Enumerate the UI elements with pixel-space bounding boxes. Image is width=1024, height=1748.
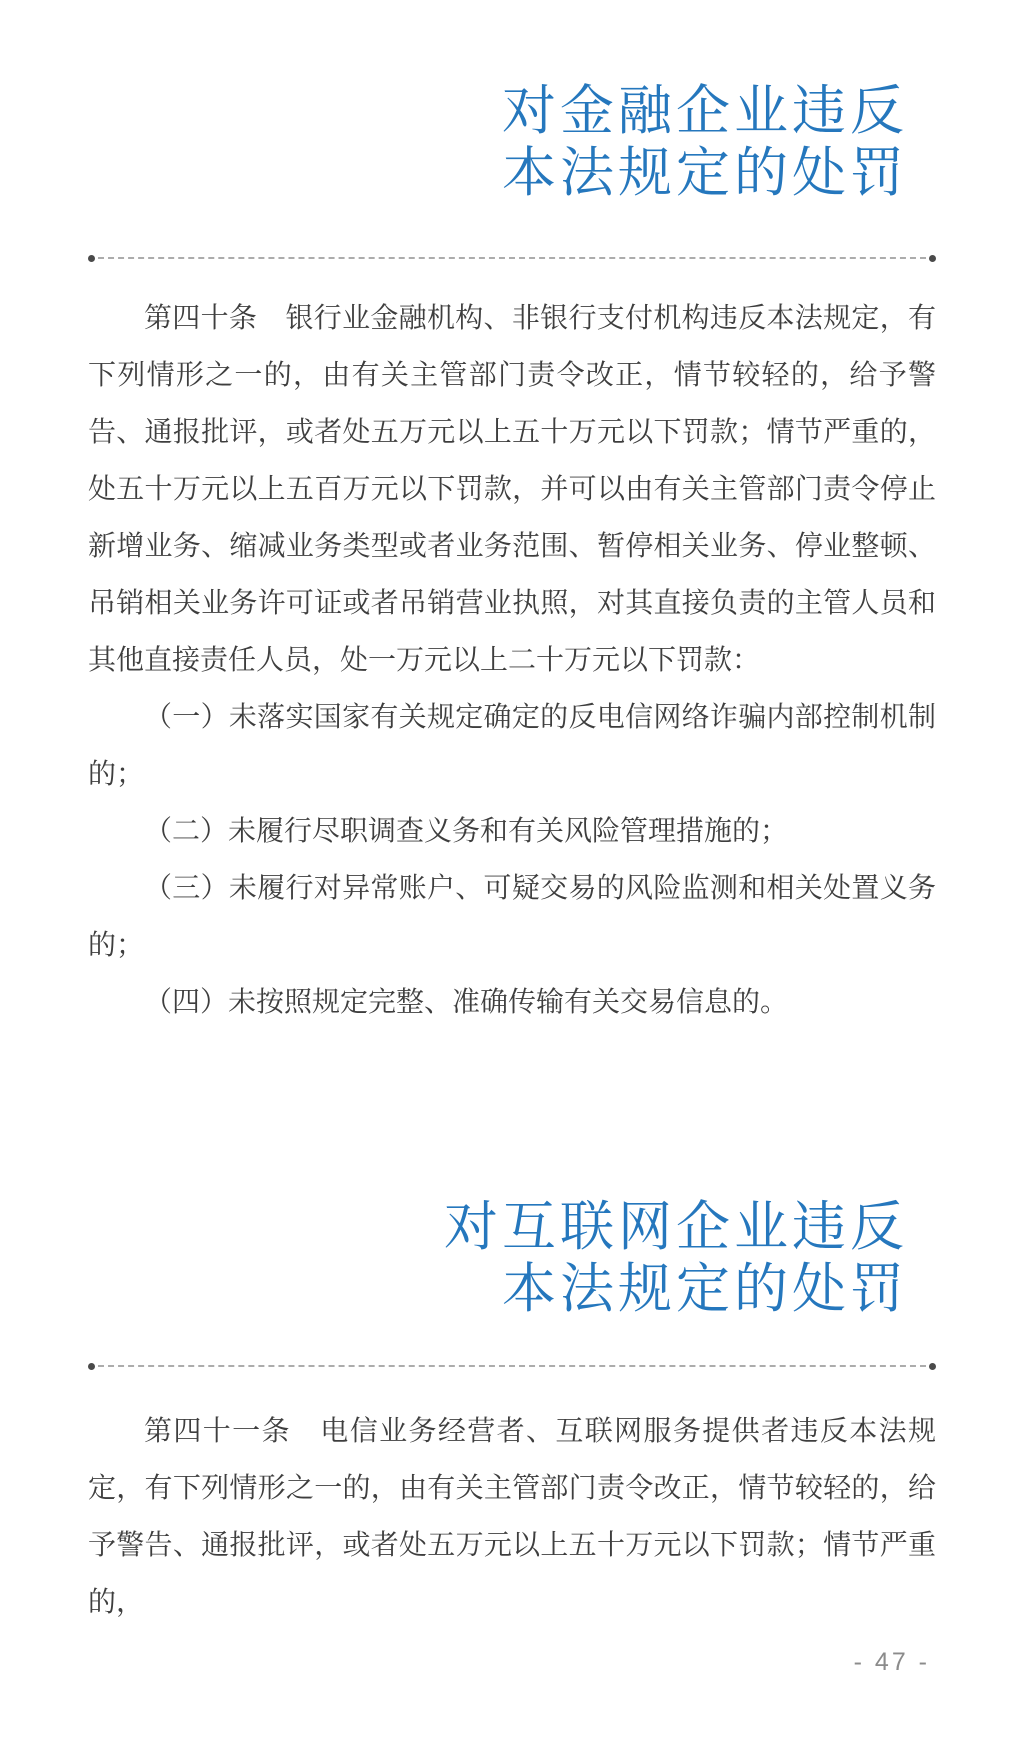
section-heading-internet: [88, 1196, 936, 1320]
dashed-divider: [88, 1362, 936, 1370]
page-number: - 47 -: [853, 1648, 930, 1676]
section-body: [88, 289, 936, 1030]
divider-dot-right: [929, 1363, 936, 1370]
section-internet-penalties: [88, 1196, 936, 1630]
article-40-item-3: （三）未履行对异常账户、可疑交易的风险监测和相关处置义务的；: [88, 872, 936, 960]
heading-line-2: 本法规定的处罚: [502, 143, 908, 203]
article-40-item-4: （四）未按照规定完整、准确传输有关交易信息的。: [144, 986, 789, 1017]
article-40-item-2: （二）未履行尽职调查义务和有关风险管理措施的；: [144, 815, 789, 846]
divider-dot-right: [929, 255, 936, 262]
article-40-item-1: （一）未落实国家有关规定确定的反电信网络诈骗内部控制机制的；: [88, 701, 936, 789]
divider-dashes: [98, 1365, 926, 1367]
heading-line-1: 对金融企业违反: [502, 81, 908, 141]
article-41-paragraph: 第四十一条 电信业务经营者、互联网服务提供者违反本法规定，有下列情形之一的，由有关主管部门责令改正，情节较轻的，给予警告、通报批评，或者处五万元以上五十万元以下罚款；情节严重的，: [88, 1415, 936, 1617]
divider-dashes: [98, 257, 926, 259]
section-body: [88, 1402, 936, 1630]
article-40-paragraph: 第四十条 银行业金融机构、非银行支付机构违反本法规定，有下列情形之一的，由有关主管部门责令改正，情节较轻的，给予警告、通报批评，或者处五万元以上五十万元以下罚款；情节严重的，处五十万元以上五百万元以下罚款，并可以由有关主管部门责令停止新增业务、缩减业务类型或者业务范围、暂停相关业务、停业整顿、吊销相关业务许可证或者吊销营业执照，对其直接负责的主管人员和其他直接责任人员，处一万元以上二十万元以下罚款：: [88, 302, 936, 675]
section-heading-financial: [88, 80, 936, 204]
heading-line-1: 对互联网企业违反: [444, 1197, 908, 1257]
divider-dot-left: [88, 1363, 95, 1370]
dashed-divider: [88, 254, 936, 262]
heading-line-2: 本法规定的处罚: [502, 1259, 908, 1319]
divider-dot-left: [88, 255, 95, 262]
section-financial-penalties: [88, 80, 936, 1030]
